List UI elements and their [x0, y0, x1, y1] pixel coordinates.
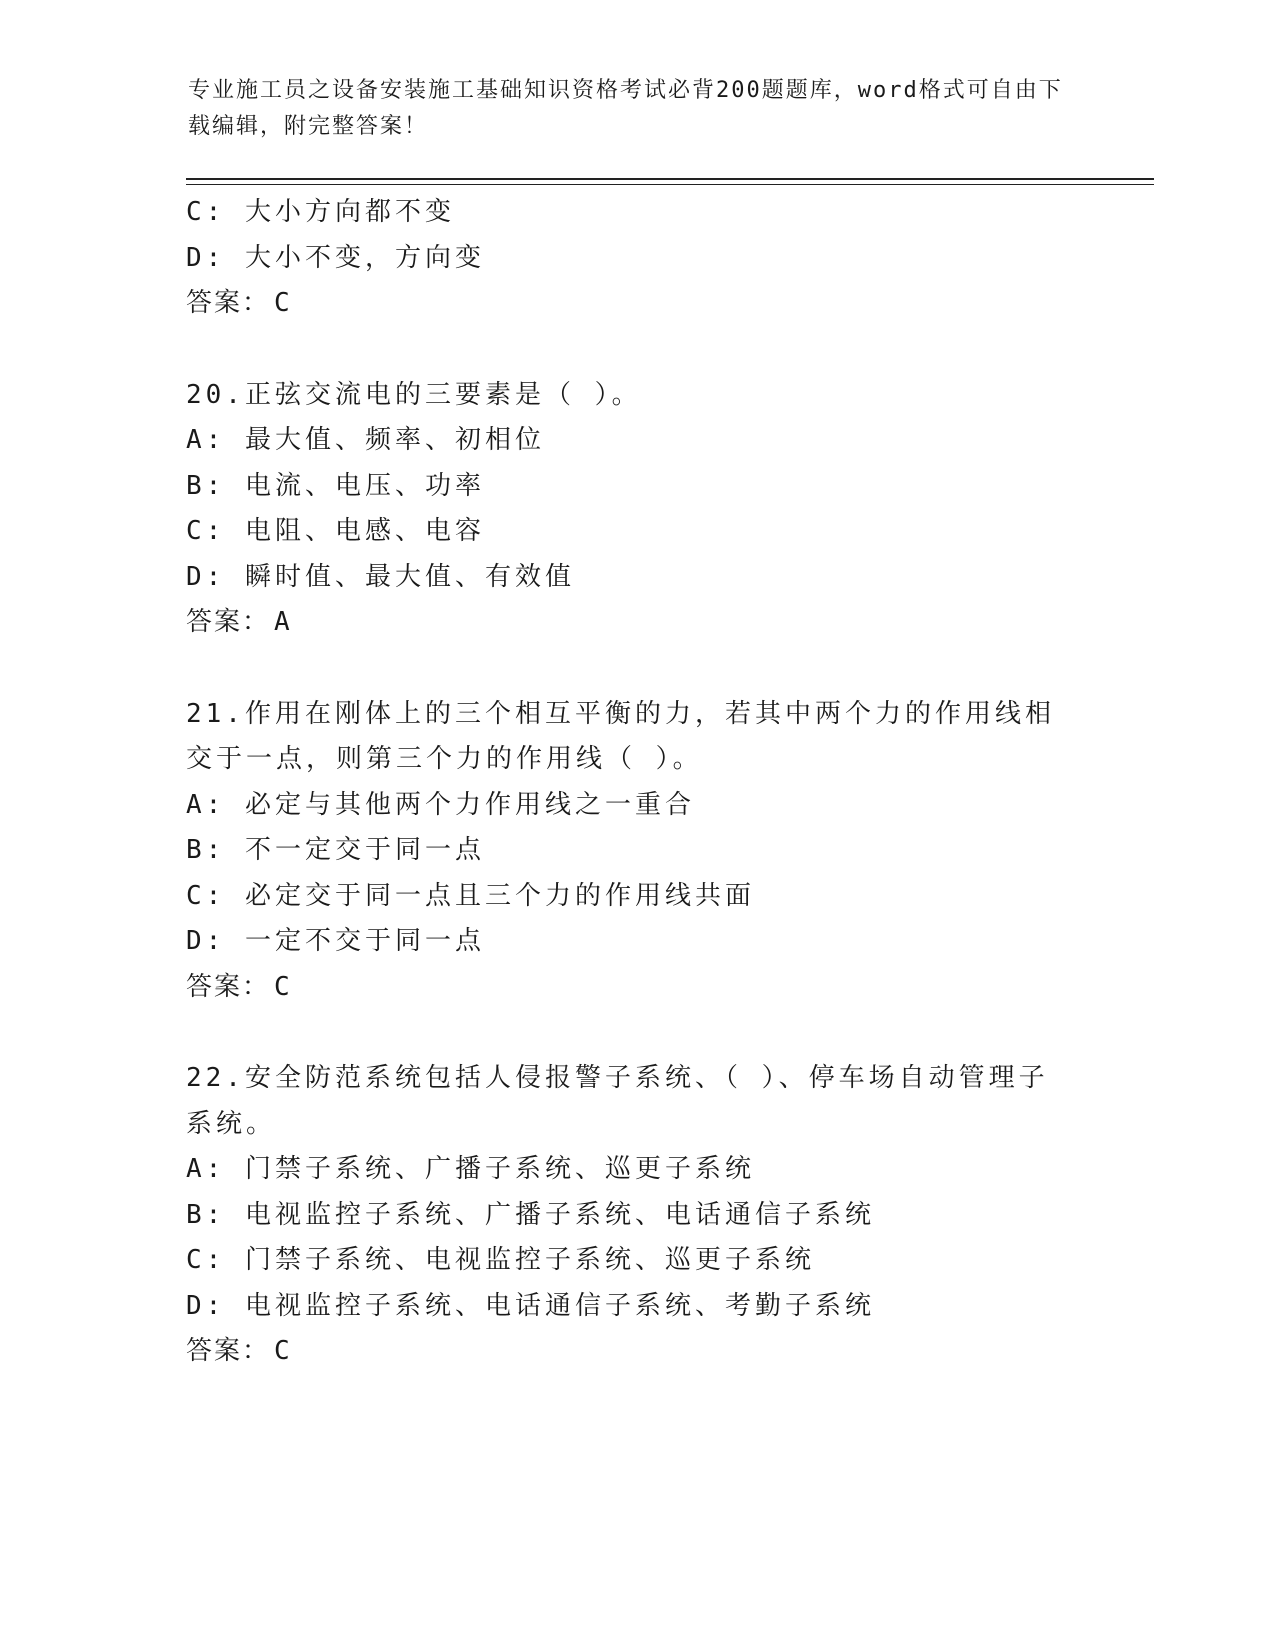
- option-c: C: 必定交于同一点且三个力的作用线共面: [186, 880, 755, 911]
- answer-line: [186, 965, 1076, 1011]
- option-b: B: 不一定交于同一点: [186, 835, 485, 865]
- continued-question-block: [186, 190, 1076, 327]
- question-22: [186, 1056, 1076, 1375]
- answer-label: 答案：: [186, 971, 271, 1002]
- option-d: D: 一定不交于同一点: [186, 926, 485, 956]
- answer-line: [186, 600, 1076, 646]
- question-content: [186, 190, 1076, 1375]
- document-header-title: 专业施工员之设备安装施工基础知识资格考试必背200题题库，word格式可自由下载编辑，附完整答案！: [188, 78, 1063, 139]
- question-stem: 22.安全防范系统包括人侵报警子系统、（ ）、停车场自动管理子系统。: [186, 1063, 1049, 1139]
- answer-value: A: [274, 607, 292, 637]
- option-d: D: 电视监控子系统、电话通信子系统、考勤子系统: [186, 1290, 875, 1321]
- answer-label: 答案：: [186, 288, 271, 318]
- answer-line: [186, 281, 1076, 327]
- option-d: D: 大小不变，方向变: [186, 242, 485, 273]
- question-21: [186, 692, 1076, 1011]
- answer-value: C: [274, 1336, 292, 1366]
- option-a: A: 最大值、频率、初相位: [186, 425, 545, 455]
- question-stem: 20.正弦交流电的三要素是（ ）。: [186, 379, 642, 410]
- option-c: C: 门禁子系统、电视监控子系统、巡更子系统: [186, 1245, 815, 1275]
- answer-line: [186, 1329, 1076, 1375]
- answer-value: C: [274, 971, 292, 1002]
- answer-value: C: [274, 288, 292, 318]
- option-c: C: 电阻、电感、电容: [186, 516, 485, 546]
- option-b: B: 电流、电压、功率: [186, 470, 485, 501]
- option-d: D: 瞬时值、最大值、有效值: [186, 561, 575, 592]
- header-divider-thin: [186, 184, 1154, 185]
- answer-label: 答案：: [186, 1336, 271, 1366]
- option-a: A: 门禁子系统、广播子系统、巡更子系统: [186, 1154, 755, 1184]
- question-stem: 21.作用在刚体上的三个相互平衡的力，若其中两个力的作用线相交于一点，则第三个力的作用线（ ）。: [186, 698, 1055, 774]
- option-b: B: 电视监控子系统、广播子系统、电话通信子系统: [186, 1199, 875, 1230]
- answer-label: 答案：: [186, 607, 271, 637]
- option-a: A: 必定与其他两个力作用线之一重合: [186, 789, 695, 820]
- question-20: [186, 373, 1076, 646]
- header-divider-thick: [186, 178, 1154, 180]
- option-c: C: 大小方向都不变: [186, 197, 455, 227]
